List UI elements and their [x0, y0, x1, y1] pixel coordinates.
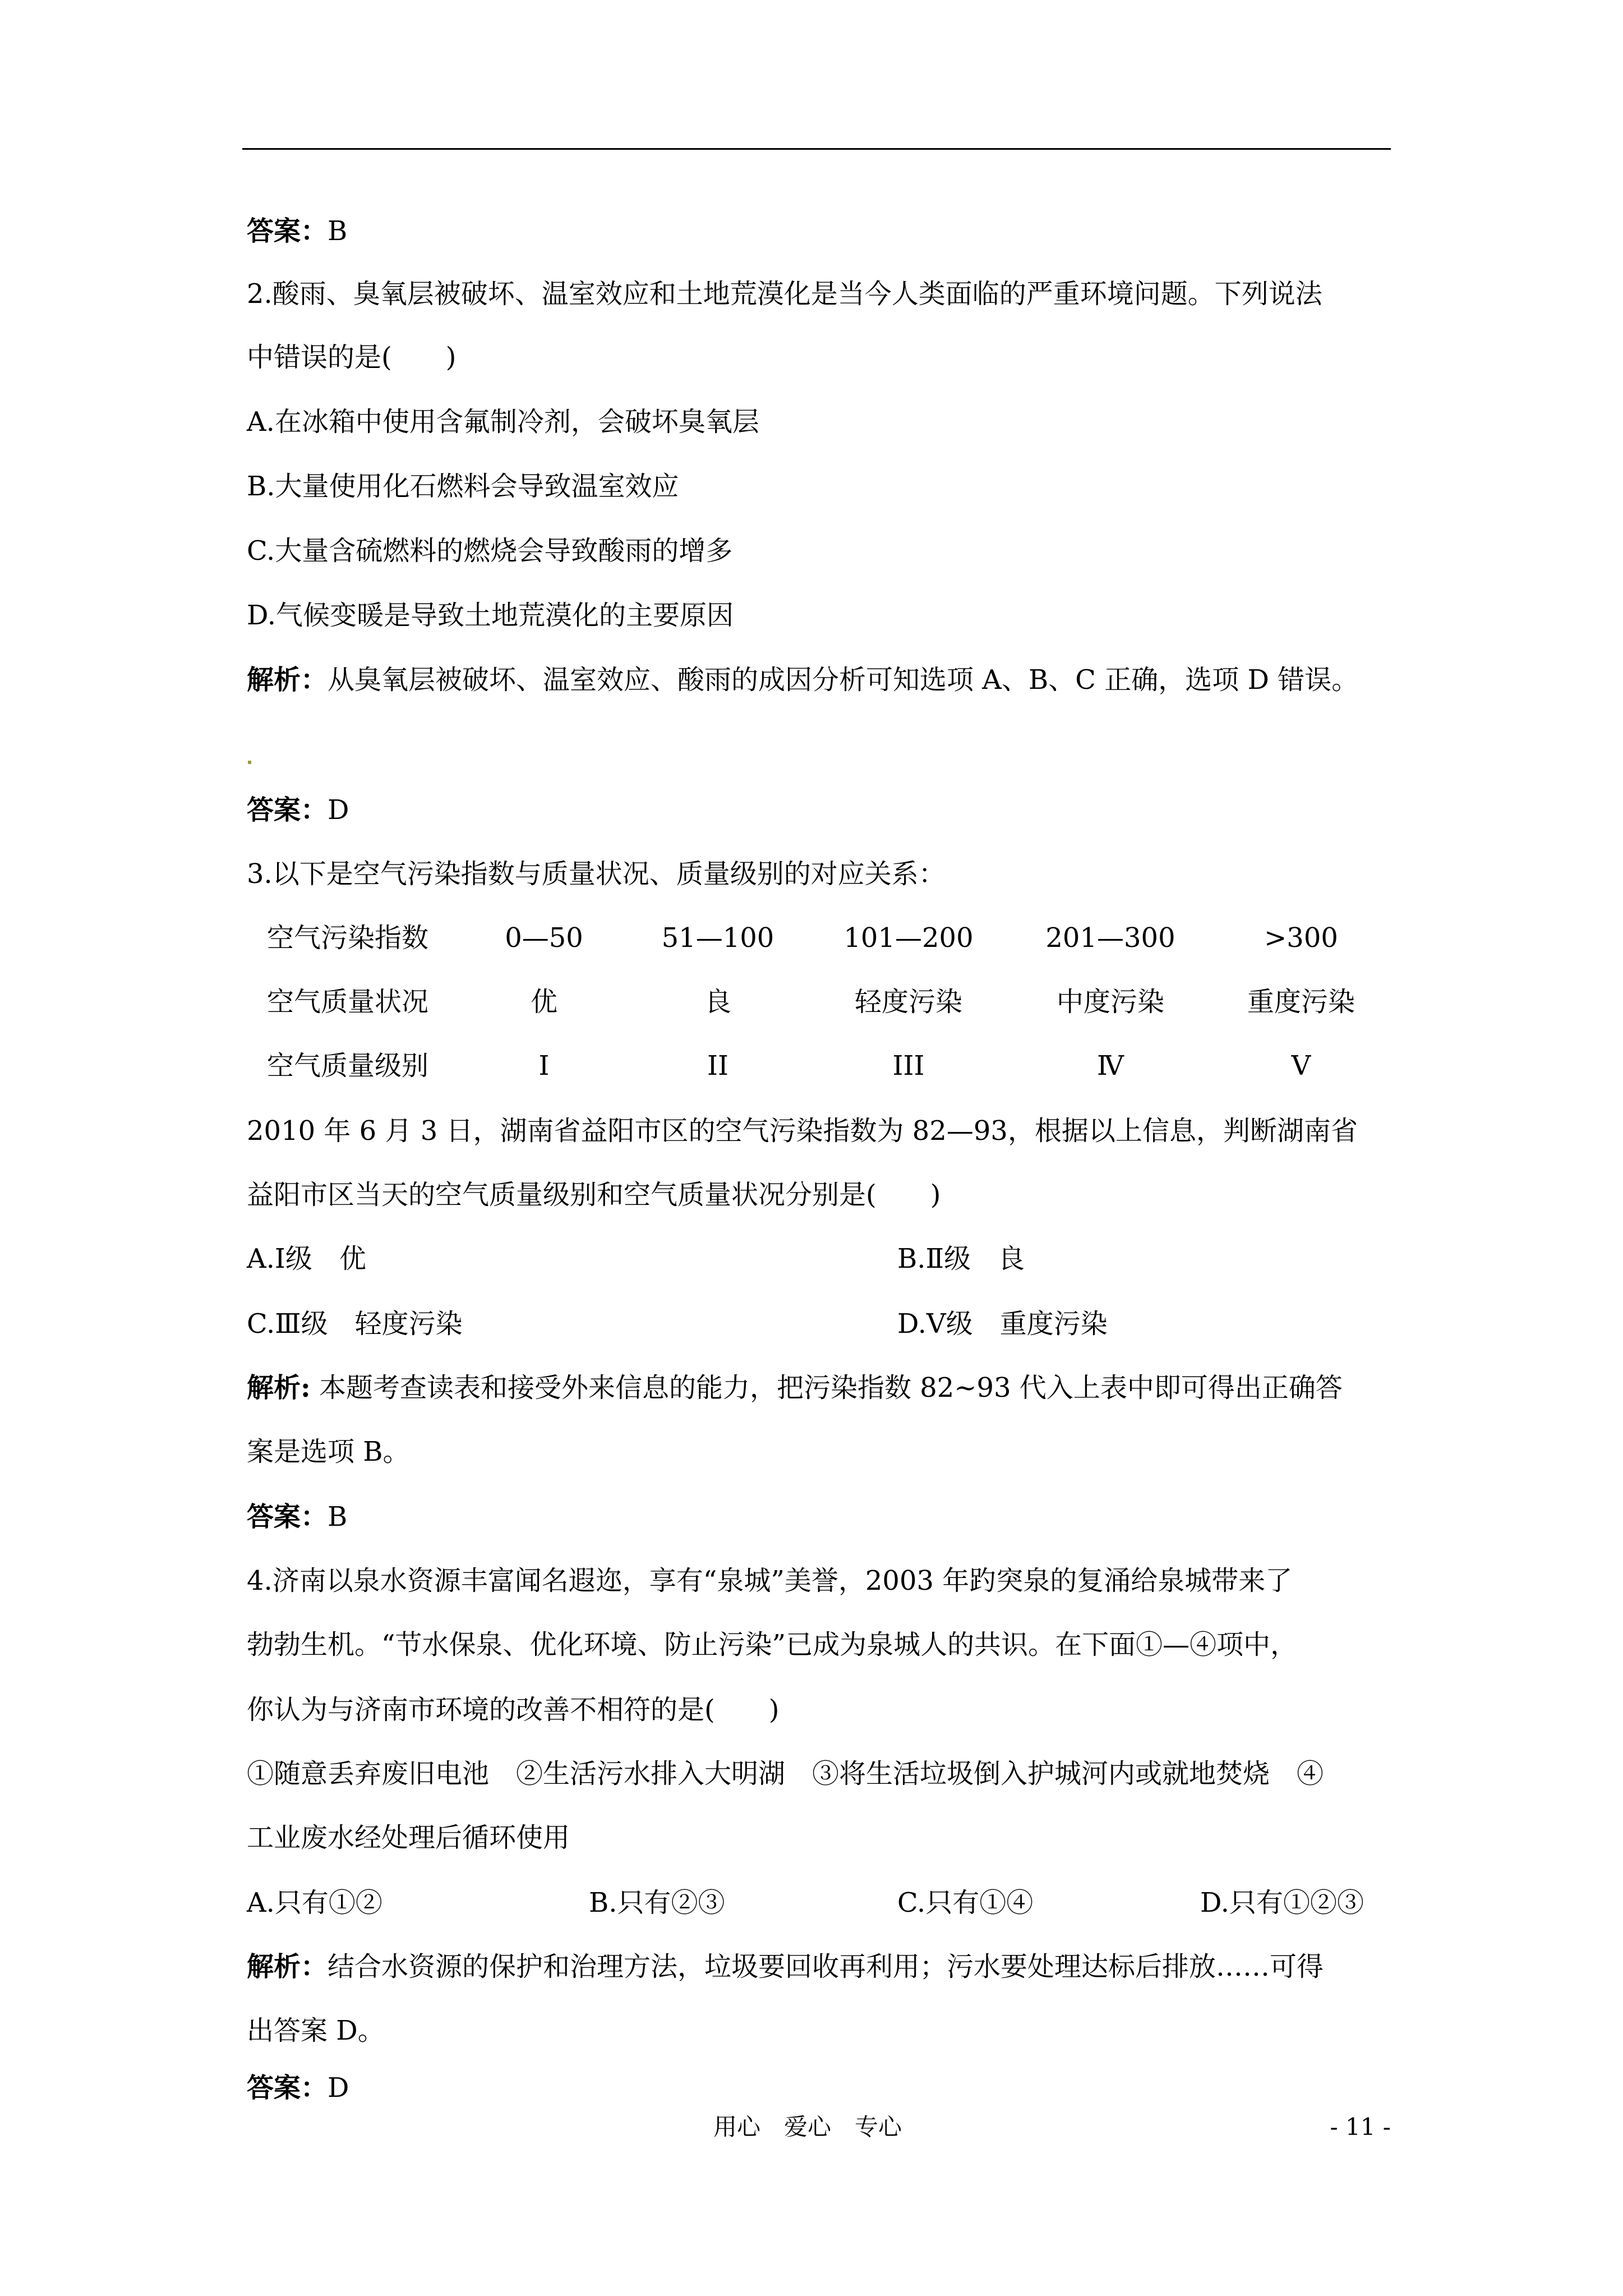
table-cell: 轻度污染 [854, 986, 962, 1018]
answer-label: 答案： [247, 1501, 328, 1533]
q3-option-b: B.Ⅱ级 良 [897, 1243, 1025, 1274]
table-cell: 中度污染 [1056, 986, 1164, 1018]
answer-value: B [328, 1501, 348, 1533]
q3-analysis-line-1 [247, 1370, 1343, 1406]
q4-stem-line-3: 你认为与济南市环境的改善不相符的是( ) [247, 1694, 780, 1726]
table-cell: II [707, 1050, 728, 1082]
q4-stem-line-1: 4.济南以泉水资源丰富闻名遐迩，享有“泉城”美誉，2003 年趵突泉的复涌给泉城带来了 [247, 1565, 1293, 1596]
table-cell: 101—200 [843, 922, 974, 954]
q2-option-c: C.大量含硫燃料的燃烧会导致酸雨的增多 [247, 535, 733, 567]
table-cell: I [538, 1050, 550, 1082]
analysis-text: 本题考查读表和接受外来信息的能力，把污染指数 82~93 代入上表中即可得出正确答 [310, 1372, 1343, 1404]
q4-option-c: C.只有①④ [897, 1887, 1034, 1918]
q2-stem-line-1: 2.酸雨、臭氧层被破坏、温室效应和土地荒漠化是当今人类面临的严重环境问题。下列说法 [247, 278, 1322, 310]
analysis-label: 解析: [247, 1372, 311, 1404]
page-number: - 11 - [1330, 2113, 1391, 2141]
q2-analysis [247, 662, 1358, 698]
table-cell: 优 [530, 986, 557, 1018]
analysis-label: 解析： [247, 664, 328, 696]
analysis-text: 结合水资源的保护和治理方法，垃圾要回收再利用；污水要处理达标后排放……可得 [328, 1951, 1324, 1982]
answer-label: 答案： [247, 215, 328, 247]
analysis-text: 从臭氧层被破坏、温室效应、酸雨的成因分析可知选项 A、B、C 正确，选项 D 错误。 [328, 664, 1359, 696]
q4-option-b: B.只有②③ [589, 1887, 725, 1918]
table-cell: 空气污染指数 [266, 922, 428, 954]
q3-stem: 3.以下是空气污染指数与质量状况、质量级别的对应关系： [247, 858, 946, 890]
q3-option-c: C.Ⅲ级 轻度污染 [247, 1308, 463, 1340]
table-cell: 空气质量状况 [266, 986, 428, 1018]
q3-analysis-line-2: 案是选项 B。 [247, 1436, 410, 1467]
table-cell: 空气质量级别 [266, 1050, 428, 1082]
q1-answer [247, 213, 347, 249]
q2-answer [247, 792, 349, 828]
table-cell: 0—50 [505, 922, 583, 954]
stray-dot [248, 761, 251, 764]
footer-motto: 用心 爱心 专心 [713, 2113, 902, 2141]
q4-stem-line-2: 勃勃生机。“节水保泉、优化环境、防止污染”已成为泉城人的共识。在下面①—④项中， [247, 1629, 1298, 1660]
table-cell: Ⅳ [1097, 1050, 1124, 1082]
q4-items-line-2: 工业废水经处理后循环使用 [247, 1822, 570, 1853]
header-rule [242, 148, 1391, 150]
answer-label: 答案： [247, 2072, 328, 2104]
q3-answer [247, 1499, 347, 1535]
q4-option-d: D.只有①②③ [1200, 1887, 1364, 1918]
answer-value: D [328, 794, 349, 826]
q3-option-a: A.Ⅰ级 优 [247, 1243, 366, 1274]
q3-option-d: D.Ⅴ级 重度污染 [897, 1308, 1108, 1340]
q4-analysis-line-1 [247, 1949, 1324, 1985]
table-cell: V [1291, 1050, 1311, 1082]
q4-analysis-line-2: 出答案 D。 [247, 2015, 385, 2046]
q4-items-line-1: ①随意丢弃废旧电池 ②生活污水排入大明湖 ③将生活垃圾倒入护城河内或就地焚烧 ④ [247, 1758, 1324, 1789]
answer-value: B [328, 215, 348, 247]
q4-answer [247, 2070, 349, 2106]
answer-label: 答案： [247, 794, 328, 826]
q2-option-d: D.气候变暖是导致土地荒漠化的主要原因 [247, 600, 734, 631]
q2-option-b: B.大量使用化石燃料会导致温室效应 [247, 471, 679, 502]
table-cell: 51—100 [661, 922, 774, 954]
answer-value: D [328, 2072, 349, 2104]
table-cell: III [892, 1050, 925, 1082]
analysis-label: 解析： [247, 1951, 328, 1982]
q3-text-line-1: 2010 年 6 月 3 日，湖南省益阳市区的空气污染指数为 82—93，根据以上信息，判断湖南省 [247, 1115, 1358, 1147]
q4-option-a: A.只有①② [247, 1887, 382, 1918]
table-cell: >300 [1264, 922, 1338, 954]
table-cell: 重度污染 [1247, 986, 1355, 1018]
q3-text-line-2: 益阳市区当天的空气质量级别和空气质量状况分别是( ) [247, 1179, 941, 1211]
q2-stem-line-2: 中错误的是( ) [247, 342, 457, 373]
table-cell: 良 [704, 986, 731, 1018]
q2-option-a: A.在冰箱中使用含氟制冷剂，会破坏臭氧层 [247, 406, 759, 438]
table-cell: 201—300 [1045, 922, 1175, 954]
